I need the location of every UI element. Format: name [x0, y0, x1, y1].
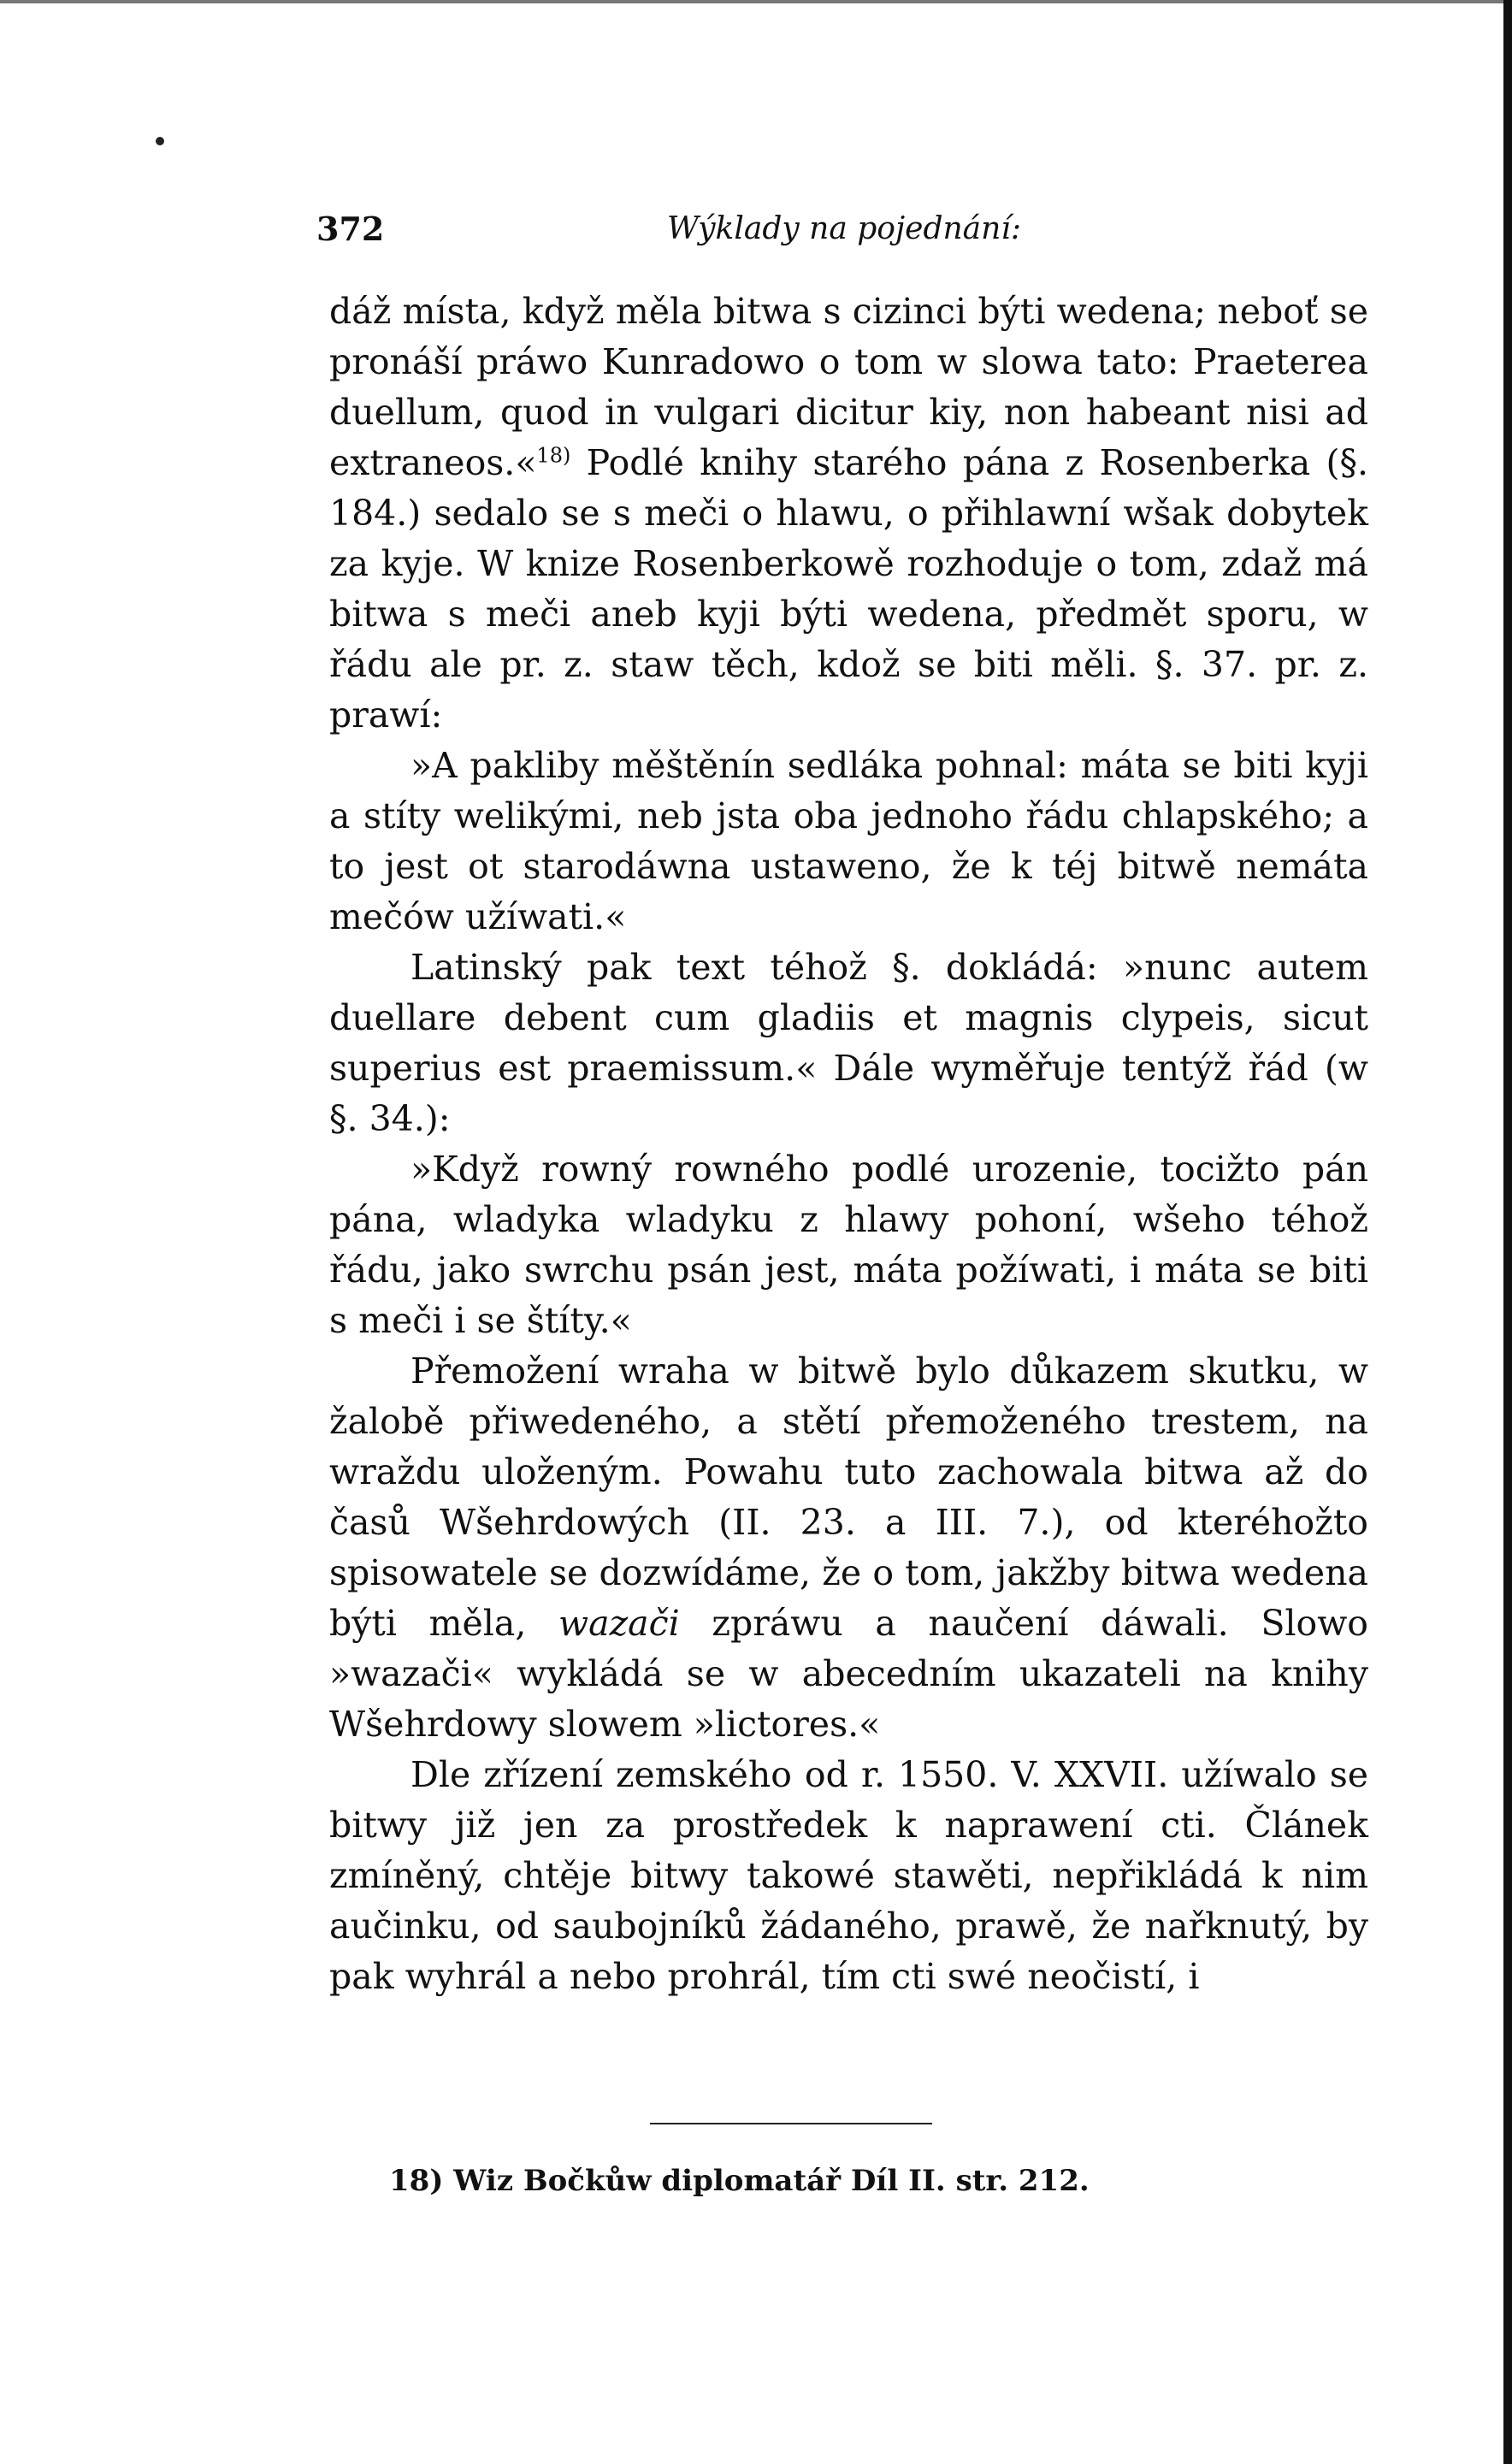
running-head: Wýklady na pojednání:	[667, 211, 1021, 246]
page-number: 372	[316, 210, 385, 248]
paragraph-5-text-cont: zpráwu a naučení dáwali. Slowo »wazači« wykládá se w abecedním ukazateli na knihy Wšehrdowy slowem »lictores.«	[329, 1603, 1368, 1745]
scan-speck	[156, 137, 164, 145]
paragraph-5	[329, 1346, 1368, 1750]
body-text	[329, 287, 1368, 2002]
italic-term: wazači	[558, 1603, 680, 1644]
scan-edge-right	[1503, 0, 1512, 2464]
paragraph-1-text-cont: Podlé knihy starého pána z Rosenberka (§. 184.) sedalo se s meči o hlawu, o přihlawní wšak dobytek za kyje. W knize Rosenberkowě rozhoduje o tom, zdaž má bitwa s meči aneb kyji býti wedena, předmět sporu, w řádu ale pr. z. staw těch, kdož se biti měli. §. 37. pr. z. prawí:	[329, 442, 1368, 736]
paragraph-2-quote: »A pakliby měštěnín sedláka pohnal: máta se biti kyji a stíty welikými, neb jsta oba jednoho řádu chlapského; a to jest ot starodáwna ustaweno, že k téj bitwě nemáta mečów užíwati.«	[329, 745, 1368, 937]
paragraph-1-text: dáž místa, když měla bitwa s cizinci býti wedena; neboť se pronáší práwo Kunradowo o tom w slowa tato: Praeterea duellum, quod in vulgari dicitur kiy, non habeant nisi ad extraneos.«	[329, 291, 1368, 483]
paragraph-5-text: Přemožení wraha w bitwě bylo důkazem skutku, w žalobě přiwedeného, a stětí přemoženého trestem, na wraždu uloženým. Powahu tuto zachowala bitwa až do časů Wšehrdowých (II. 23. a III. 7.), od kteréhožto spisowatele se dozwídáme, že o tom, jakžby bitwa wedena býti měla,	[329, 1350, 1368, 1644]
paragraph-6: Dle zřízení zemského od r. 1550. V. XXVII. užíwalo se bitwy již jen za prostředek k naprawení cti. Článek zmíněný, chtěje bitwy takowé stawěti, nepřikládá k nim aučinku, od saubojníků žádaného, prawě, že nařknutý, by pak wyhrál a nebo prohrál, tím cti swé neočistí, i	[329, 1754, 1368, 1997]
paragraph-4-quote: »Když rowný rowného podlé urozenie, tocižto pán pána, wladyka wladyku z hlawy pohoní, wšeho téhož řádu, jako swrchu psán jest, máta požíwati, i máta se biti s meči i se štíty.«	[329, 1149, 1368, 1341]
scan-edge-top	[0, 0, 1512, 3]
footnote-ref: 18)	[536, 443, 571, 468]
paragraph-3: Latinský pak text téhož §. dokládá: »nunc autem duellare debent cum gladiis et magnis clypeis, sicut superius est praemissum.« Dále wyměřuje tentýž řád (w §. 34.):	[329, 947, 1368, 1139]
footnote-divider	[650, 2123, 932, 2124]
paragraph-1	[329, 287, 1368, 741]
footnote: 18) Wiz Bočkůw diplomatář Díl II. str. 212.	[389, 2164, 1090, 2198]
page-header	[316, 210, 1394, 261]
